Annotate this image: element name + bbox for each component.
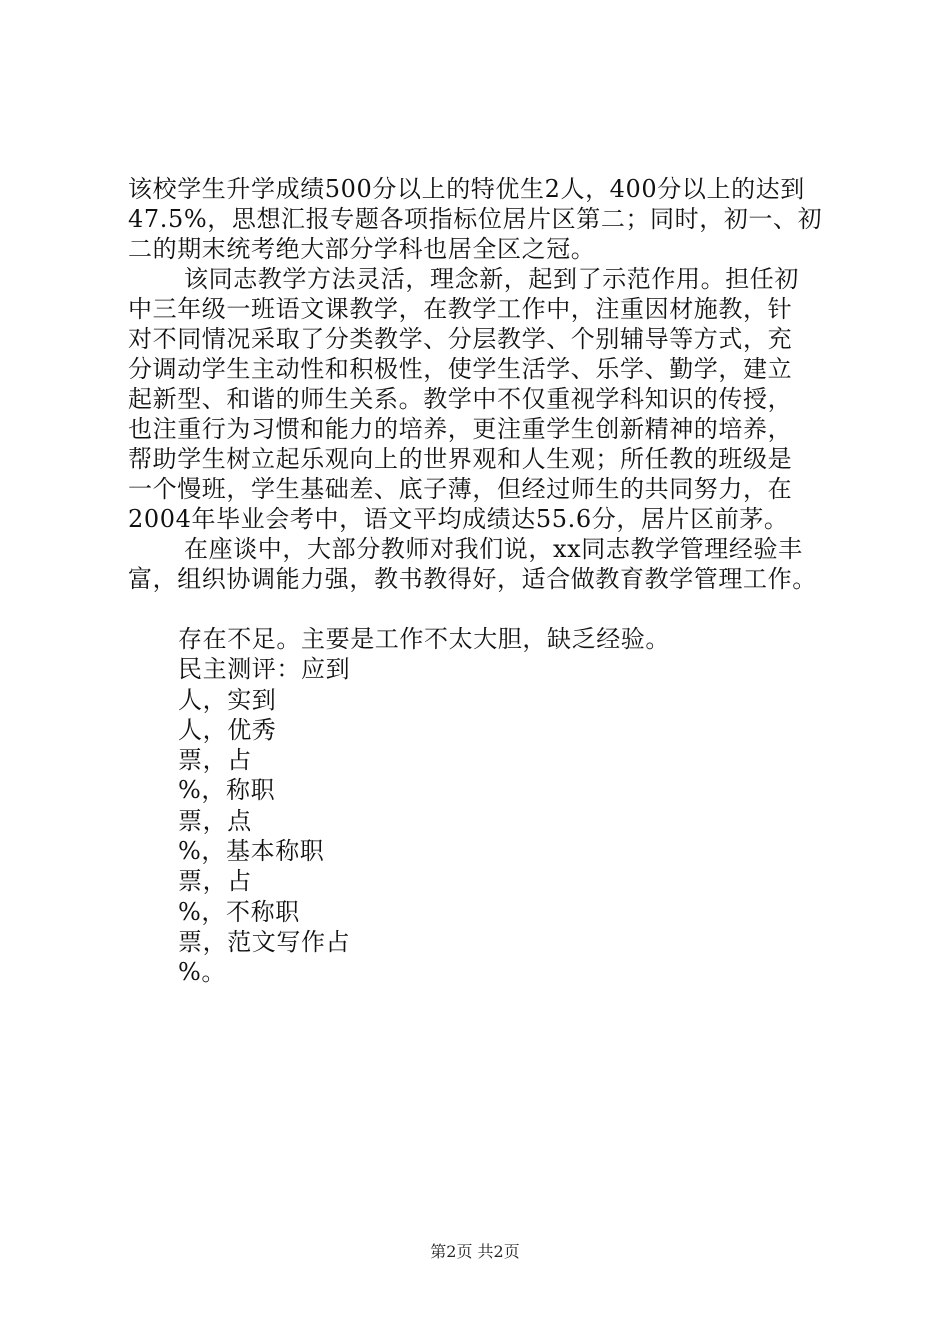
document-body <box>128 174 840 988</box>
list-line: 民主测评：应到 <box>178 655 351 684</box>
list-line: 票，占 <box>178 746 252 775</box>
list-line: %。 <box>178 958 227 987</box>
list-line: 人，优秀 <box>178 715 277 744</box>
blank-line <box>128 594 840 624</box>
text-line: 一个慢班，学生基础差、底子薄，但经过师生的共同努力，在 <box>128 475 793 503</box>
text-line: 2004年毕业会考中，语文平均成绩达55.6分，居片区前茅。 <box>128 505 789 533</box>
text-line: 分调动学生主动性和积极性，使学生活学、乐学、勤学，建立 <box>128 355 793 383</box>
list-line: 票，点 <box>178 806 252 835</box>
text-line: 该校学生升学成绩500分以上的特优生2人，400分以上的达到 <box>128 175 805 203</box>
text-line: 起新型、和谐的师生关系。教学中不仅重视学科知识的传授， <box>128 385 793 413</box>
evaluation-list <box>128 624 840 988</box>
text-line: 对不同情况采取了分类教学、分层教学、个别辅导等方式，充 <box>128 325 793 353</box>
text-line: 二的期末统考绝大部分学科也居全区之冠。 <box>128 235 596 263</box>
text-line: 富，组织协调能力强，教书教得好，适合做教育教学管理工作。 <box>128 565 817 593</box>
text-line: 帮助学生树立起乐观向上的世界观和人生观；所任教的班级是 <box>128 445 793 473</box>
list-line: %，基本称职 <box>178 837 325 866</box>
list-line: %，不称职 <box>178 897 300 926</box>
paragraph-discussion <box>128 534 840 594</box>
list-line: 存在不足。主要是工作不太大胆，缺乏经验。 <box>178 625 670 653</box>
text-line: 在座谈中，大部分教师对我们说，xx同志教学管理经验丰 <box>184 535 803 563</box>
text-line: 也注重行为习惯和能力的培养，更注重学生创新精神的培养， <box>128 415 793 443</box>
paragraph-teaching <box>128 264 840 534</box>
list-line: 票，占 <box>178 867 252 896</box>
text-line: 中三年级一班语文课教学，在教学工作中，注重因材施教，针 <box>128 295 793 323</box>
list-line: 票，范文写作占 <box>178 927 351 956</box>
text-line: 该同志教学方法灵活，理念新，起到了示范作用。担任初 <box>184 265 799 293</box>
text-line: 47.5%，思想汇报专题各项指标位居片区第二；同时，初一、初 <box>128 205 823 233</box>
list-line: %，称职 <box>178 776 276 805</box>
page-footer: 第2页 共2页 <box>430 1242 520 1261</box>
paragraph-results <box>128 174 840 264</box>
list-line: 人，实到 <box>178 685 277 714</box>
